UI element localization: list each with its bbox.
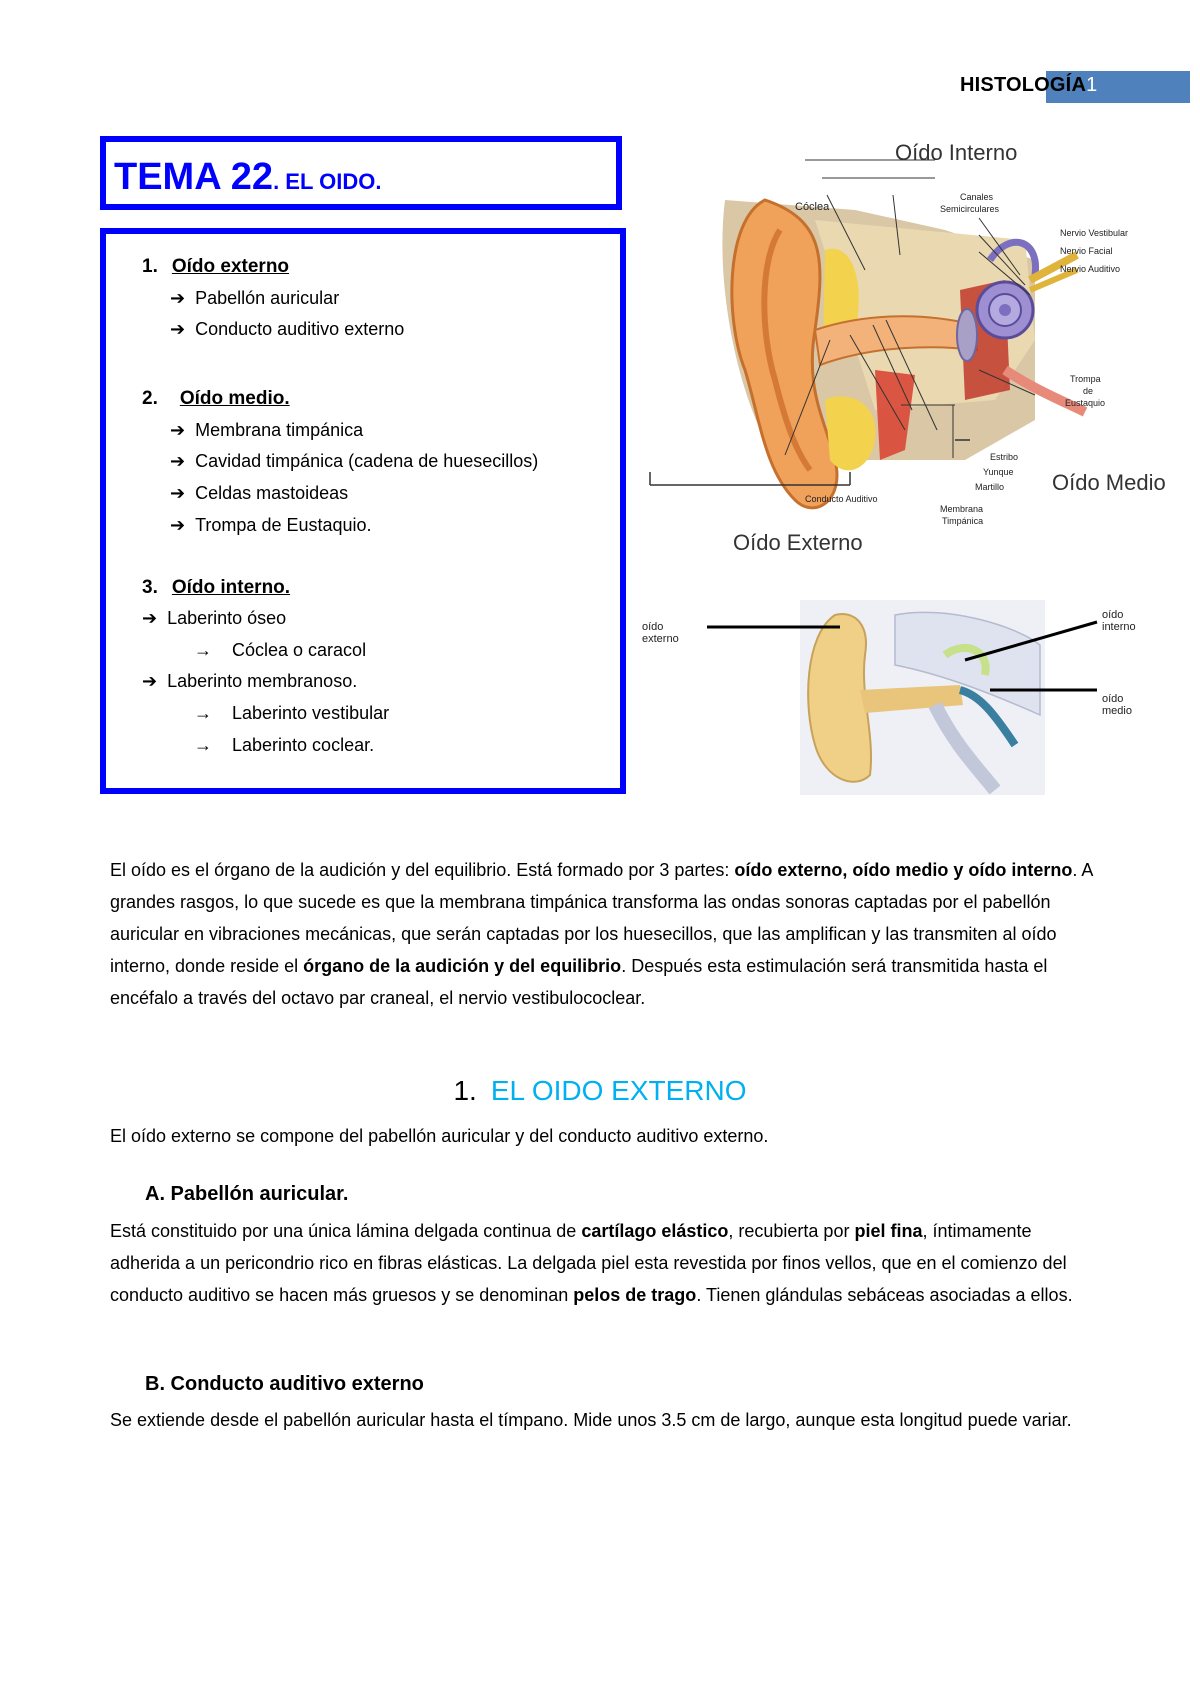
fig1-trompa-3: Eustaquio [1065, 398, 1106, 408]
index-item: ➔ Laberinto óseo [142, 608, 287, 628]
index-item: ➔ Celdas mastoideas [170, 483, 349, 503]
subsection-b-title: B. Conducto auditivo externo [145, 1373, 424, 1395]
index-item: ➔ Cavidad timpánica (cadena de huesecillos) [170, 451, 539, 471]
index-item: ➔ Pabellón auricular [170, 288, 340, 308]
section-1-title: 1. EL OIDO EXTERNO [453, 1075, 747, 1106]
index-heading-2: 2. Oído medio. [142, 388, 290, 409]
arrow-right-icon: ➔ [142, 671, 158, 691]
arrow-right-icon: ➔ [142, 608, 158, 628]
index-item: ➔ Membrana timpánica [170, 420, 364, 440]
fig1-martillo: Martillo [975, 482, 1005, 492]
index-subitem: → Laberinto vestibular [194, 703, 390, 723]
index-box [100, 228, 626, 794]
fig1-conducto: Conducto Auditivo [805, 494, 878, 504]
index-item: ➔ Conducto auditivo externo [170, 319, 405, 339]
fig2-medio: medio [1102, 705, 1132, 717]
ear-simple-figure [642, 595, 1155, 800]
fig1-nervio-auditivo: Nervio Auditivo [1060, 264, 1121, 274]
intro-paragraph: El oído es el órgano de la audición y del equilibrio. Está formado por 3 partes: oído externo, oído medio y oído interno. A grandes rasgos, lo que sucede es que la membrana timpánica transforma las ondas sonoras captadas por el pabellón auricular en vibraciones mecánicas, que serán captadas por los huesecillos, que las amplifican y las transmiten al oído interno, donde reside el órgano de la audición y del equilibrio. Después esta estimulación será transmitida hasta el encéfalo a través del octavo par craneal, el nervio vestibulococlear. [110, 860, 1093, 1008]
fig1-membrana-2: Timpánica [942, 516, 984, 526]
small-arrow-icon: → [194, 735, 212, 755]
arrow-right-icon: ➔ [170, 319, 186, 339]
arrow-right-icon: ➔ [170, 420, 186, 440]
fig2-externo: externo [642, 633, 679, 645]
index-subitem: → Laberinto coclear. [194, 735, 375, 755]
fig2-interno-oido: oído [1102, 609, 1124, 621]
subsection-b-text: Se extiende desde el pabellón auricular hasta el tímpano. Mide unos 3.5 cm de largo, aunque esta longitud puede variar. [110, 1410, 1072, 1430]
fig1-estribo: Estribo [990, 452, 1019, 462]
section-1-intro: El oído externo se compone del pabellón auricular y del conducto auditivo externo. [110, 1126, 769, 1146]
arrow-right-icon: ➔ [170, 515, 186, 535]
fig2-externo-oido: oído [642, 621, 664, 633]
fig1-yunque: Yunque [983, 467, 1014, 477]
ear-anatomy-figure [705, 140, 1185, 560]
index-heading-1: 1. Oído externo [142, 256, 290, 277]
title-main: TEMA 22 [114, 156, 274, 198]
index-heading-3: 3. Oído interno. [142, 577, 291, 598]
page-number: 1 [1086, 74, 1098, 96]
fig1-nervio-facial: Nervio Facial [1060, 246, 1113, 256]
small-arrow-icon: → [194, 640, 212, 660]
fig1-oido-interno: Oído Interno [895, 140, 1018, 165]
fig1-membrana-1: Membrana [940, 504, 984, 514]
arrow-right-icon: ➔ [170, 451, 186, 471]
arrow-right-icon: ➔ [170, 288, 186, 308]
fig1-coclea: Cóclea [795, 201, 830, 213]
index-subitem: → Cóclea o caracol [194, 640, 367, 660]
fig1-trompa-2: de [1083, 386, 1094, 396]
page-header [960, 74, 1097, 97]
fig1-oido-externo: Oído Externo [733, 530, 863, 555]
index-item: ➔ Laberinto membranoso. [142, 671, 358, 691]
fig1-trompa-1: Trompa [1070, 374, 1101, 384]
page-title [114, 156, 381, 199]
fig1-semicirculares: Semicirculares [940, 204, 1000, 214]
fig1-canales: Canales [960, 192, 994, 202]
index-item: ➔ Trompa de Eustaquio. [170, 515, 372, 535]
title-box [100, 136, 622, 210]
arrow-right-icon: ➔ [170, 483, 186, 503]
subsection-a-text: Está constituido por una única lámina delgada continua de cartílago elástico, recubierta por piel fina, íntimamente adherida a un pericondrio rico en fibras elásticas. La delgada piel esta revestida por finos vellos, que en el comienzo del conducto auditivo se hacen más gruesos y se denominan pelos de trago. Tienen glándulas sebáceas asociadas a ellos. [110, 1221, 1073, 1305]
small-arrow-icon: → [194, 703, 212, 723]
fig1-nervio-vestibular: Nervio Vestibular [1060, 228, 1129, 238]
title-sub: . EL OIDO. [273, 169, 382, 194]
fig2-medio-oido: oído [1102, 693, 1124, 705]
fig2-interno: interno [1102, 621, 1136, 633]
fig1-oido-medio: Oído Medio [1052, 470, 1166, 495]
header-label: HISTOLOGÍA [960, 74, 1087, 96]
subsection-a-title: A. Pabellón auricular. [145, 1183, 349, 1205]
